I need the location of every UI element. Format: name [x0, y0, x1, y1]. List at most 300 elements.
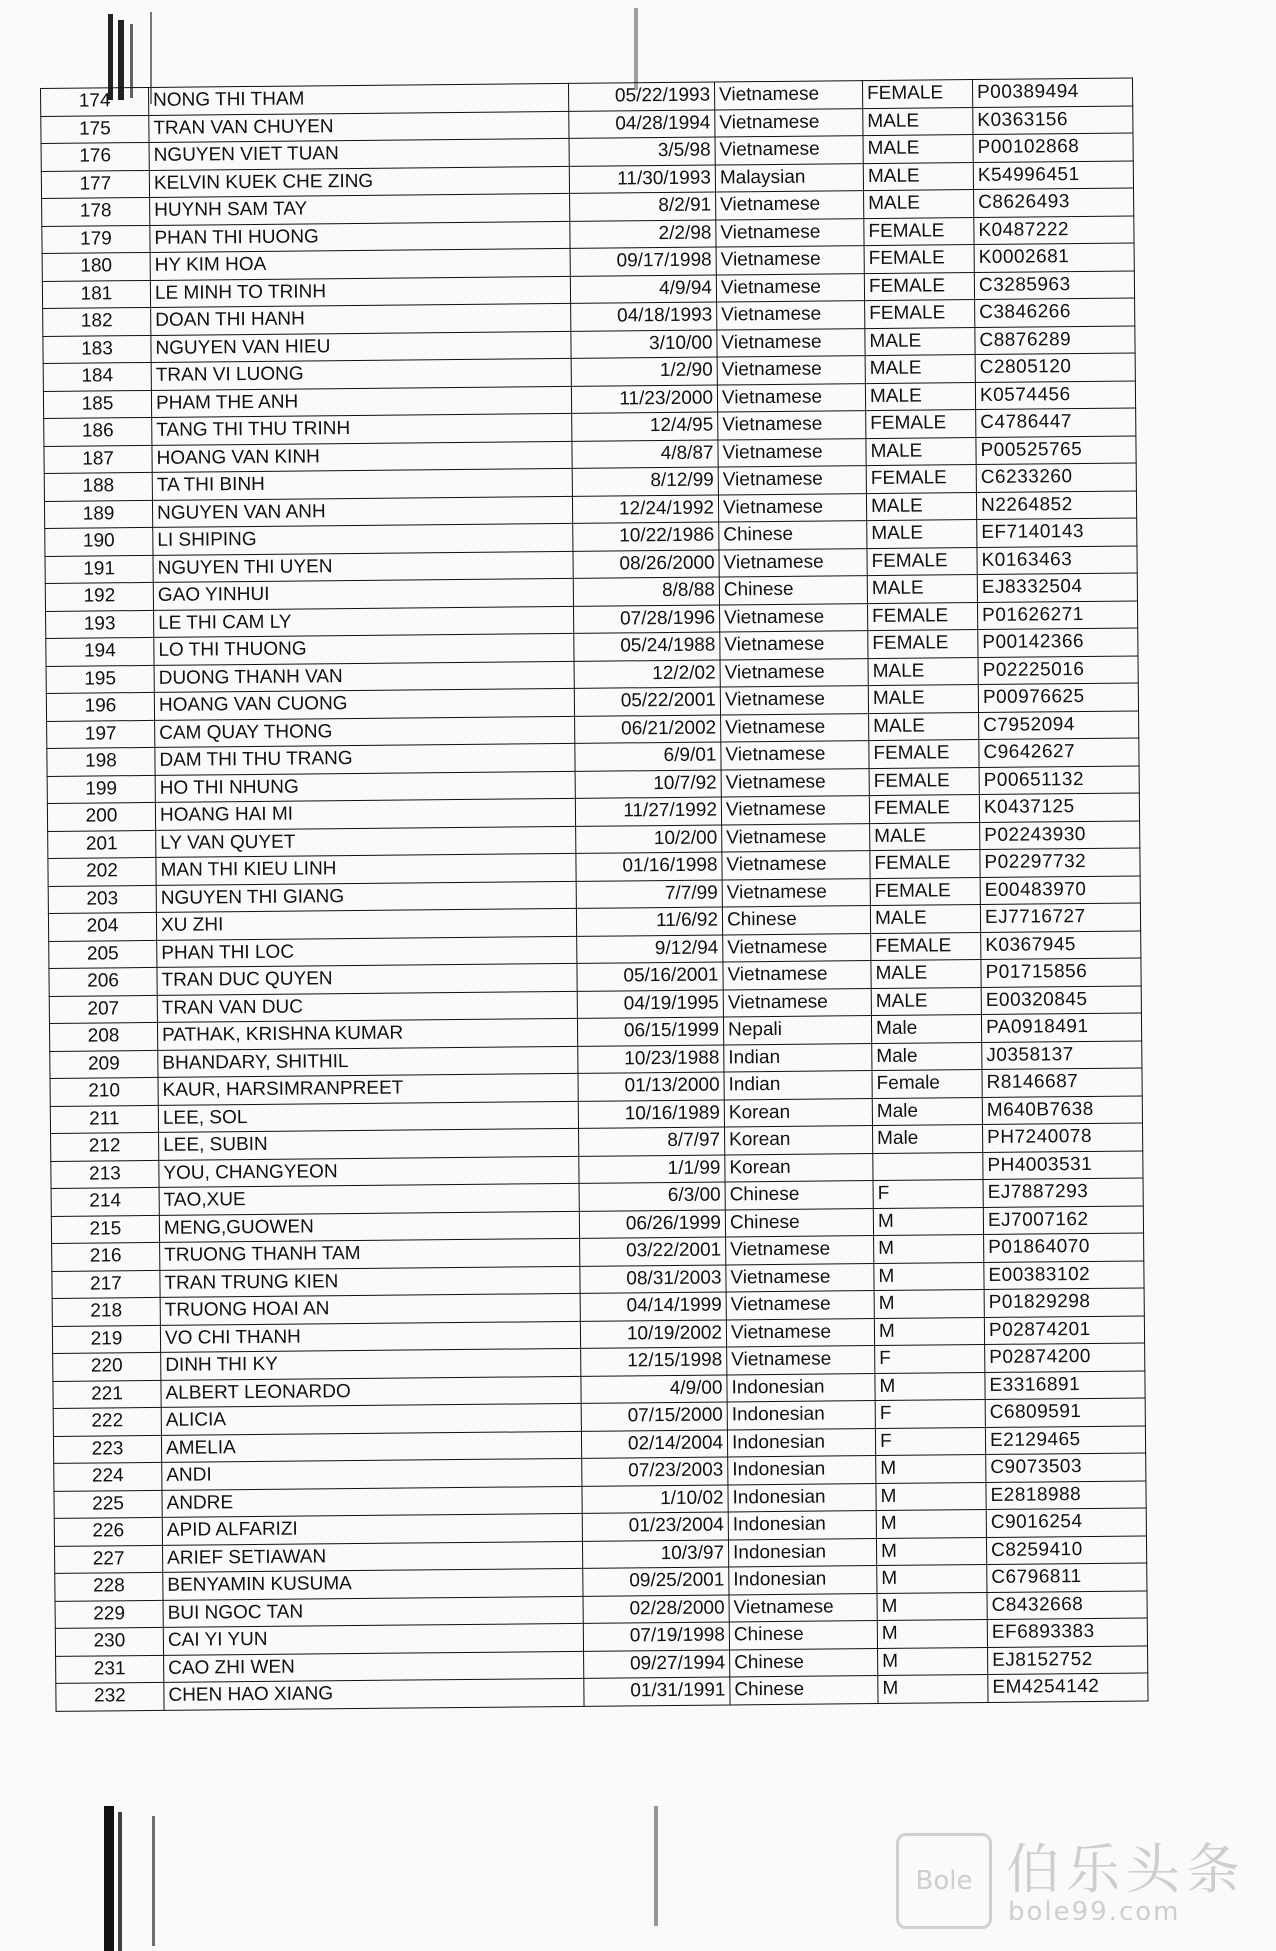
- row-dob: 09/27/1994: [584, 1649, 730, 1678]
- row-number: 192: [45, 582, 153, 611]
- row-gender: MALE: [863, 162, 973, 191]
- row-number: 231: [56, 1655, 164, 1684]
- row-nationality: Vietnamese: [720, 686, 868, 715]
- row-dob: 05/22/1993: [568, 82, 714, 111]
- row-nationality: Malaysian: [715, 163, 863, 192]
- row-nationality: Vietnamese: [726, 1263, 874, 1292]
- row-dob: 05/16/2001: [577, 962, 723, 991]
- row-passport: P02225016: [978, 655, 1138, 684]
- row-passport: C8259410: [986, 1535, 1146, 1564]
- row-dob: 06/21/2002: [575, 714, 721, 743]
- row-nationality: Vietnamese: [717, 383, 865, 412]
- row-nationality: Vietnamese: [726, 1318, 874, 1347]
- row-gender: FEMALE: [869, 767, 979, 796]
- watermark: [896, 1823, 1256, 1933]
- row-dob: 7/7/99: [576, 879, 722, 908]
- row-number: 188: [44, 472, 152, 501]
- row-gender: FEMALE: [868, 630, 978, 659]
- row-nationality: Vietnamese: [719, 548, 867, 577]
- row-gender: M: [877, 1592, 987, 1621]
- row-name: PHAN THI LOC: [157, 936, 577, 968]
- row-nationality: Vietnamese: [718, 493, 866, 522]
- row-dob: 04/14/1999: [580, 1292, 726, 1321]
- row-number: 194: [46, 637, 154, 666]
- row-gender: FEMALE: [866, 465, 976, 494]
- row-nationality: Chinese: [729, 1621, 877, 1650]
- row-dob: 12/15/1998: [581, 1347, 727, 1376]
- watermark-logo: Bole: [896, 1833, 992, 1929]
- row-gender: MALE: [868, 657, 978, 686]
- row-nationality: Vietnamese: [716, 273, 864, 302]
- row-gender: MALE: [870, 822, 980, 851]
- row-dob: 12/24/1992: [572, 495, 718, 524]
- row-dob: 3/10/00: [571, 330, 717, 359]
- row-name: PATHAK, KRISHNA KUMAR: [157, 1018, 577, 1050]
- row-gender: MALE: [865, 327, 975, 356]
- row-number: 201: [48, 830, 156, 859]
- row-name: XU ZHI: [156, 908, 576, 940]
- row-passport: R8146687: [982, 1068, 1142, 1097]
- row-name: TANG THI THU TRINH: [152, 413, 572, 445]
- row-number: 222: [53, 1407, 161, 1436]
- row-name: YOU, CHANGYEON: [159, 1156, 579, 1188]
- row-passport: K0367945: [981, 930, 1141, 959]
- row-number: 220: [53, 1352, 161, 1381]
- row-name: TRUONG THANH TAM: [160, 1238, 580, 1270]
- row-number: 204: [48, 912, 156, 941]
- row-nationality: Vietnamese: [721, 796, 869, 825]
- row-gender: MALE: [865, 355, 975, 384]
- row-gender: M: [876, 1454, 986, 1483]
- row-name: DUONG THANH VAN: [154, 661, 574, 693]
- row-dob: 04/19/1995: [577, 989, 723, 1018]
- row-number: 217: [52, 1270, 160, 1299]
- row-passport: EJ7716727: [980, 903, 1140, 932]
- row-name: BENYAMIN KUSUMA: [163, 1568, 583, 1600]
- row-name: DAM THI THU TRANG: [155, 743, 575, 775]
- row-passport: P01715856: [981, 958, 1141, 987]
- row-dob: 4/9/94: [570, 275, 716, 304]
- row-dob: 6/3/00: [579, 1182, 725, 1211]
- row-dob: 1/10/02: [582, 1484, 728, 1513]
- row-gender: M: [874, 1234, 984, 1263]
- row-name: LEE, SUBIN: [159, 1128, 579, 1160]
- row-dob: 04/28/1994: [569, 110, 715, 139]
- row-name: CHEN HAO XIANG: [164, 1678, 584, 1710]
- row-number: 184: [43, 362, 151, 391]
- row-passport: PA0918491: [981, 1013, 1141, 1042]
- row-gender: M: [875, 1372, 985, 1401]
- row-number: 190: [45, 527, 153, 556]
- row-nationality: Vietnamese: [721, 713, 869, 742]
- row-name: HUYNH SAM TAY: [150, 193, 570, 225]
- row-dob: 05/22/2001: [574, 687, 720, 716]
- row-passport: E3316891: [985, 1370, 1145, 1399]
- row-passport: P00651132: [979, 765, 1139, 794]
- row-passport: P00142366: [978, 628, 1138, 657]
- row-number: 224: [54, 1462, 162, 1491]
- row-passport: P02874200: [985, 1343, 1145, 1372]
- row-passport: E00383102: [984, 1260, 1144, 1289]
- row-dob: 05/24/1988: [574, 632, 720, 661]
- row-passport: C6809591: [985, 1398, 1145, 1427]
- row-passport: C7952094: [979, 710, 1139, 739]
- row-nationality: Indonesian: [727, 1373, 875, 1402]
- row-name: TRAN VAN DUC: [157, 991, 577, 1023]
- row-gender: MALE: [863, 107, 973, 136]
- row-number: 228: [55, 1572, 163, 1601]
- row-gender: MALE: [869, 712, 979, 741]
- row-name: LE MINH TO TRINH: [150, 276, 570, 308]
- row-passport: C9073503: [986, 1453, 1146, 1482]
- row-passport: K0163463: [977, 545, 1137, 574]
- row-passport: K0002681: [974, 243, 1134, 272]
- row-nationality: Vietnamese: [716, 218, 864, 247]
- row-dob: 4/9/00: [581, 1374, 727, 1403]
- row-name: NGUYEN THI UYEN: [153, 551, 573, 583]
- row-gender: FEMALE: [867, 547, 977, 576]
- row-nationality: Chinese: [719, 576, 867, 605]
- row-nationality: Indian: [724, 1071, 872, 1100]
- row-name: APID ALFARIZI: [162, 1513, 582, 1545]
- row-dob: 9/12/94: [577, 934, 723, 963]
- row-number: 207: [49, 995, 157, 1024]
- row-passport: N2264852: [976, 490, 1136, 519]
- row-dob: 02/28/2000: [583, 1594, 729, 1623]
- row-number: 202: [48, 857, 156, 886]
- row-dob: 06/15/1999: [577, 1017, 723, 1046]
- row-name: TA THI BINH: [152, 468, 572, 500]
- row-nationality: Vietnamese: [726, 1236, 874, 1265]
- row-number: 196: [46, 692, 154, 721]
- row-passport: C4786447: [976, 408, 1136, 437]
- row-nationality: Vietnamese: [715, 136, 863, 165]
- row-gender: FEMALE: [867, 602, 977, 631]
- row-gender: M: [874, 1289, 984, 1318]
- row-gender: M: [877, 1619, 987, 1648]
- row-nationality: Indonesian: [729, 1566, 877, 1595]
- row-nationality: Vietnamese: [729, 1593, 877, 1622]
- row-dob: 09/17/1998: [570, 247, 716, 276]
- row-gender: M: [876, 1482, 986, 1511]
- row-passport: K0574456: [975, 380, 1135, 409]
- row-gender: MALE: [865, 382, 975, 411]
- row-gender: M: [874, 1262, 984, 1291]
- row-number: 223: [53, 1435, 161, 1464]
- row-dob: 3/5/98: [569, 137, 715, 166]
- row-dob: 08/31/2003: [580, 1264, 726, 1293]
- row-gender: MALE: [868, 685, 978, 714]
- row-passport: P00525765: [976, 435, 1136, 464]
- row-name: TRAN TRUNG KIEN: [160, 1266, 580, 1298]
- row-name: GAO YINHUI: [153, 578, 573, 610]
- row-gender: M: [876, 1537, 986, 1566]
- row-passport: E2818988: [986, 1480, 1146, 1509]
- row-dob: 6/9/01: [575, 742, 721, 771]
- row-number: 193: [46, 610, 154, 639]
- row-number: 198: [47, 747, 155, 776]
- row-gender: M: [878, 1674, 988, 1703]
- row-passport: J0358137: [982, 1040, 1142, 1069]
- row-passport: C6233260: [976, 463, 1136, 492]
- row-passport: E2129465: [985, 1425, 1145, 1454]
- row-dob: 10/16/1989: [578, 1099, 724, 1128]
- row-number: 221: [53, 1380, 161, 1409]
- row-passport: M640B7638: [982, 1095, 1142, 1124]
- row-dob: 8/8/88: [573, 577, 719, 606]
- row-gender: MALE: [864, 190, 974, 219]
- row-nationality: Vietnamese: [718, 411, 866, 440]
- row-number: 225: [54, 1490, 162, 1519]
- row-name: DINH THI KY: [161, 1348, 581, 1380]
- center-punch-mark-top: [634, 8, 638, 90]
- row-passport: C9016254: [986, 1508, 1146, 1537]
- row-passport: P00102868: [973, 133, 1133, 162]
- row-gender: F: [875, 1344, 985, 1373]
- row-passport: C2805120: [975, 353, 1135, 382]
- row-dob: 2/2/98: [570, 220, 716, 249]
- row-gender: MALE: [871, 960, 981, 989]
- row-number: 210: [50, 1077, 158, 1106]
- row-number: 209: [50, 1050, 158, 1079]
- row-gender: FEMALE: [869, 795, 979, 824]
- row-name: ALBERT LEONARDO: [161, 1376, 581, 1408]
- row-passport: K0437125: [979, 793, 1139, 822]
- row-dob: 1/1/99: [579, 1154, 725, 1183]
- row-passport: K0363156: [973, 106, 1133, 135]
- row-number: 219: [52, 1325, 160, 1354]
- row-number: 232: [56, 1682, 164, 1711]
- row-gender: Male: [872, 1042, 982, 1071]
- row-number: 205: [49, 940, 157, 969]
- row-gender: [873, 1152, 983, 1181]
- row-number: 183: [43, 335, 151, 364]
- row-name: HOANG VAN KINH: [152, 441, 572, 473]
- row-number: 180: [42, 252, 150, 281]
- row-nationality: Vietnamese: [714, 81, 862, 110]
- row-passport: P00976625: [978, 683, 1138, 712]
- row-dob: 10/7/92: [575, 769, 721, 798]
- row-nationality: Vietnamese: [722, 823, 870, 852]
- row-passport: EJ8152752: [988, 1645, 1148, 1674]
- row-nationality: Vietnamese: [717, 356, 865, 385]
- row-nationality: Vietnamese: [721, 741, 869, 770]
- row-gender: FEMALE: [864, 217, 974, 246]
- row-dob: 07/28/1996: [573, 605, 719, 634]
- row-name: HOANG VAN CUONG: [154, 688, 574, 720]
- row-nationality: Vietnamese: [723, 988, 871, 1017]
- row-nationality: Vietnamese: [716, 246, 864, 275]
- row-passport: C8432668: [987, 1590, 1147, 1619]
- roster-table: [40, 78, 1149, 1712]
- row-passport: EF7140143: [977, 518, 1137, 547]
- row-nationality: Vietnamese: [723, 961, 871, 990]
- row-nationality: Korean: [725, 1126, 873, 1155]
- row-dob: 03/22/2001: [580, 1237, 726, 1266]
- row-dob: 07/19/1998: [583, 1622, 729, 1651]
- row-passport: K54996451: [973, 161, 1133, 190]
- row-number: 213: [51, 1160, 159, 1189]
- row-name: CAO ZHI WEN: [164, 1651, 584, 1683]
- row-name: NGUYEN VIET TUAN: [149, 138, 569, 170]
- row-number: 174: [41, 87, 149, 116]
- row-number: 195: [46, 665, 154, 694]
- row-passport: EJ7887293: [983, 1178, 1143, 1207]
- row-dob: 12/2/02: [574, 659, 720, 688]
- row-number: 227: [54, 1545, 162, 1574]
- row-number: 189: [44, 500, 152, 529]
- row-nationality: Indonesian: [728, 1511, 876, 1540]
- row-nationality: Vietnamese: [719, 603, 867, 632]
- row-nationality: Vietnamese: [722, 851, 870, 880]
- row-dob: 01/16/1998: [576, 852, 722, 881]
- row-nationality: Indonesian: [728, 1483, 876, 1512]
- row-gender: MALE: [871, 987, 981, 1016]
- row-gender: MALE: [867, 520, 977, 549]
- row-nationality: Vietnamese: [722, 878, 870, 907]
- row-number: 208: [49, 1022, 157, 1051]
- row-nationality: Vietnamese: [715, 108, 863, 137]
- row-number: 218: [52, 1297, 160, 1326]
- center-punch-mark-bottom: [654, 1806, 658, 1926]
- row-passport: P02297732: [980, 848, 1140, 877]
- row-nationality: Vietnamese: [718, 466, 866, 495]
- row-dob: 10/3/97: [582, 1539, 728, 1568]
- row-passport: P01864070: [984, 1233, 1144, 1262]
- row-dob: 01/23/2004: [582, 1512, 728, 1541]
- row-nationality: Chinese: [730, 1676, 878, 1705]
- row-passport: E00320845: [981, 985, 1141, 1014]
- row-nationality: Vietnamese: [720, 631, 868, 660]
- row-number: 216: [52, 1242, 160, 1271]
- row-dob: 8/12/99: [572, 467, 718, 496]
- row-number: 203: [48, 885, 156, 914]
- row-nationality: Chinese: [725, 1181, 873, 1210]
- row-nationality: Vietnamese: [726, 1291, 874, 1320]
- row-number: 229: [55, 1600, 163, 1629]
- row-name: BHANDARY, SHITHIL: [158, 1046, 578, 1078]
- row-name: BUI NGOC TAN: [163, 1596, 583, 1628]
- row-nationality: Korean: [724, 1098, 872, 1127]
- row-gender: MALE: [866, 492, 976, 521]
- row-gender: MALE: [866, 437, 976, 466]
- row-nationality: Vietnamese: [717, 301, 865, 330]
- row-gender: Male: [872, 1097, 982, 1126]
- row-name: ANDRE: [162, 1486, 582, 1518]
- row-passport: P01829298: [984, 1288, 1144, 1317]
- row-name: AMELIA: [161, 1431, 581, 1463]
- row-name: ARIEF SETIAWAN: [162, 1541, 582, 1573]
- row-nationality: Chinese: [730, 1648, 878, 1677]
- watermark-brand: 伯乐头条: [1006, 1838, 1246, 1901]
- row-passport: EF6893383: [987, 1618, 1147, 1647]
- row-name: TRAN VI LUONG: [151, 358, 571, 390]
- row-passport: P02243930: [980, 820, 1140, 849]
- row-name: LY VAN QUYET: [156, 826, 576, 858]
- row-name: DOAN THI HANH: [151, 303, 571, 335]
- row-name: MAN THI KIEU LINH: [156, 853, 576, 885]
- row-number: 212: [51, 1132, 159, 1161]
- row-dob: 06/26/1999: [579, 1209, 725, 1238]
- row-gender: M: [876, 1509, 986, 1538]
- row-number: 214: [51, 1187, 159, 1216]
- row-name: NGUYEN THI GIANG: [156, 881, 576, 913]
- row-name: HO THI NHUNG: [155, 771, 575, 803]
- row-nationality: Chinese: [725, 1208, 873, 1237]
- row-nationality: Indonesian: [728, 1456, 876, 1485]
- row-number: 181: [42, 280, 150, 309]
- row-nationality: Vietnamese: [720, 658, 868, 687]
- row-nationality: Vietnamese: [721, 768, 869, 797]
- row-nationality: Vietnamese: [718, 438, 866, 467]
- row-dob: 02/14/2004: [581, 1429, 727, 1458]
- row-number: 226: [54, 1517, 162, 1546]
- row-gender: MALE: [867, 575, 977, 604]
- row-number: 179: [42, 225, 150, 254]
- row-name: PHAN THI HUONG: [150, 221, 570, 253]
- row-dob: 08/26/2000: [573, 550, 719, 579]
- watermark-url: bole99.com: [1008, 1897, 1181, 1927]
- row-gender: MALE: [870, 905, 980, 934]
- row-number: 191: [45, 555, 153, 584]
- row-number: 211: [50, 1105, 158, 1134]
- row-gender: FEMALE: [869, 740, 979, 769]
- row-dob: 1/2/90: [571, 357, 717, 386]
- row-name: HY KIM HOA: [150, 248, 570, 280]
- row-nationality: Korean: [725, 1153, 873, 1182]
- row-name: NONG THI THAM: [148, 83, 568, 115]
- row-dob: 11/23/2000: [571, 385, 717, 414]
- row-dob: 01/31/1991: [584, 1677, 730, 1706]
- row-name: TRUONG HOAI AN: [160, 1293, 580, 1325]
- row-name: CAM QUAY THONG: [155, 716, 575, 748]
- row-passport: PH7240078: [982, 1123, 1142, 1152]
- row-name: LI SHIPING: [153, 523, 573, 555]
- row-name: NGUYEN VAN HIEU: [151, 331, 571, 363]
- row-gender: FEMALE: [865, 300, 975, 329]
- row-number: 200: [47, 802, 155, 831]
- row-dob: 8/2/91: [570, 192, 716, 221]
- row-nationality: Indonesian: [727, 1428, 875, 1457]
- row-gender: M: [874, 1317, 984, 1346]
- row-dob: 07/15/2000: [581, 1402, 727, 1431]
- row-number: 178: [42, 197, 150, 226]
- row-name: TRAN DUC QUYEN: [157, 963, 577, 995]
- row-gender: F: [873, 1179, 983, 1208]
- row-number: 177: [41, 170, 149, 199]
- row-gender: Male: [872, 1125, 982, 1154]
- row-name: LEE, SOL: [158, 1101, 578, 1133]
- row-name: LO THI THUONG: [154, 633, 574, 665]
- row-dob: 10/23/1988: [578, 1044, 724, 1073]
- row-name: HOANG HAI MI: [155, 798, 575, 830]
- row-dob: 8/7/97: [579, 1127, 725, 1156]
- row-nationality: Indonesian: [728, 1538, 876, 1567]
- row-passport: P01626271: [977, 600, 1137, 629]
- row-passport: C8626493: [974, 188, 1134, 217]
- row-dob: 11/30/1993: [569, 165, 715, 194]
- row-gender: M: [878, 1647, 988, 1676]
- row-name: TRAN VAN CHUYEN: [149, 111, 569, 143]
- row-gender: FEMALE: [866, 410, 976, 439]
- row-passport: PH4003531: [983, 1150, 1143, 1179]
- row-number: 175: [41, 115, 149, 144]
- row-passport: EM4254142: [988, 1673, 1148, 1702]
- row-nationality: Indian: [724, 1043, 872, 1072]
- row-passport: E00483970: [980, 875, 1140, 904]
- row-gender: MALE: [863, 135, 973, 164]
- row-name: ANDI: [162, 1458, 582, 1490]
